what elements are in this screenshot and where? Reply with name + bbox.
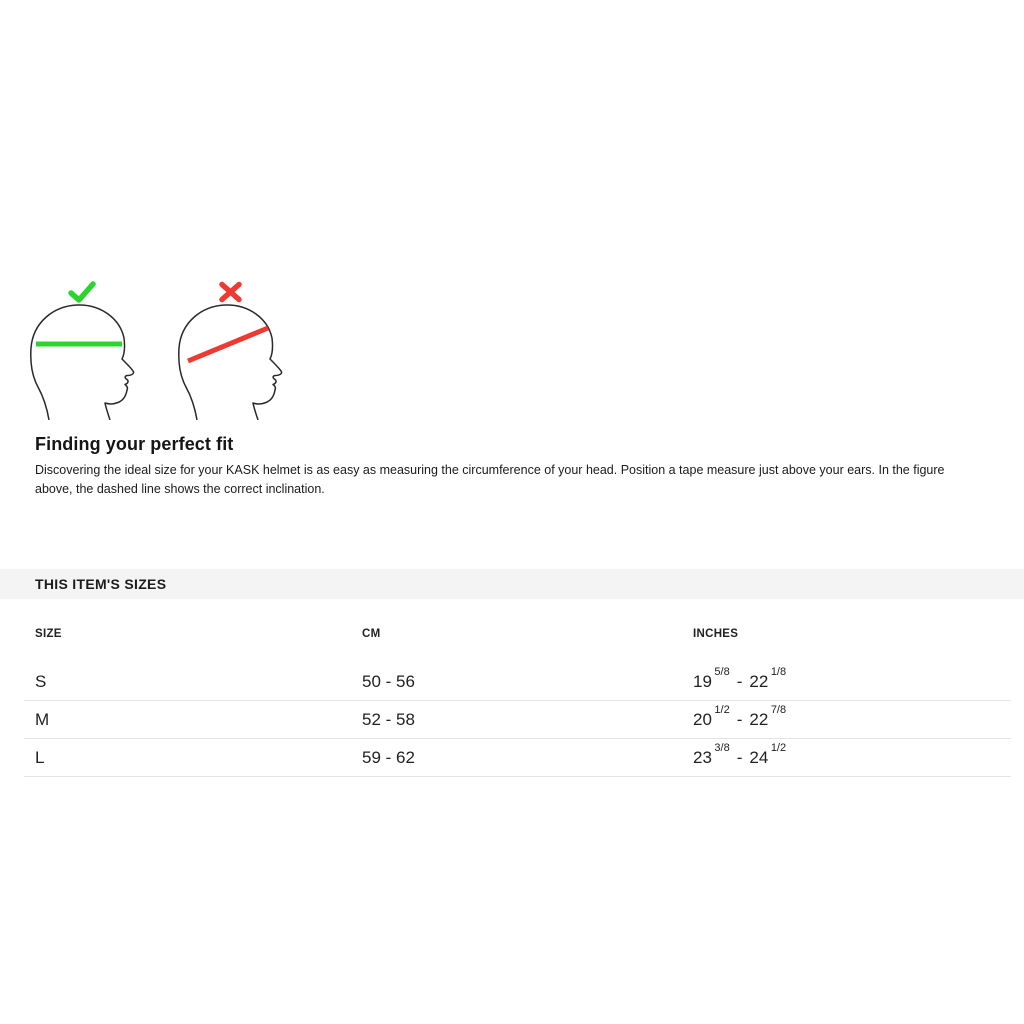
- size-row-m: [24, 701, 1011, 739]
- inches-from-whole: 19: [693, 672, 712, 691]
- size-row-s: [24, 663, 1011, 701]
- fit-guide-description: Discovering the ideal size for your KASK helmet is as easy as measuring the circumference of your head. Position a tape measure just above your ears. In the figure above, the dashed line shows the correct inclination.: [35, 463, 945, 496]
- inches-to-fraction: 7/8: [770, 703, 787, 716]
- size-cell: L: [35, 748, 45, 767]
- size-cell: M: [35, 710, 50, 729]
- cm-cell: 52 - 58: [362, 710, 415, 729]
- inches-from-fraction: 5/8: [714, 665, 730, 678]
- inches-cell: [693, 701, 1011, 739]
- inches-cell: [693, 739, 1011, 777]
- head-outline: [31, 305, 134, 420]
- incorrect-head-illustration: [175, 280, 290, 420]
- range-dash: -: [736, 710, 743, 729]
- range-dash: -: [736, 672, 743, 691]
- size-row-l: [24, 739, 1011, 777]
- inches-to-whole: 22: [749, 710, 769, 729]
- column-header-cm: CM: [362, 628, 381, 640]
- correct-head-illustration: [27, 280, 142, 420]
- size-table-header-row: [24, 618, 1011, 650]
- head-outline: [179, 305, 282, 420]
- range-dash: -: [736, 748, 743, 767]
- inches-to-whole: 24: [749, 748, 769, 767]
- inches-cell: [693, 663, 1011, 701]
- sizes-section-title: THIS ITEM'S SIZES: [35, 576, 167, 592]
- check-icon: [71, 284, 93, 300]
- inches-from-whole: 20: [693, 710, 712, 729]
- inches-from-fraction: 3/8: [714, 741, 730, 754]
- inches-to-whole: 22: [749, 672, 769, 691]
- incorrect-measure-line: [188, 328, 268, 361]
- cross-icon: [222, 285, 239, 300]
- column-header-inches: INCHES: [693, 628, 739, 640]
- column-header-size: SIZE: [35, 628, 62, 640]
- fit-guide-heading: Finding your perfect fit: [35, 434, 234, 454]
- incorrect-fit-figure: [175, 280, 290, 420]
- inches-to-fraction: 1/2: [770, 741, 787, 754]
- inches-from-fraction: 1/2: [714, 703, 730, 716]
- size-cell: S: [35, 672, 47, 691]
- inches-from-whole: 23: [693, 748, 712, 767]
- cm-cell: 59 - 62: [362, 748, 415, 767]
- inches-to-fraction: 1/8: [770, 665, 787, 678]
- sizes-section-header: [0, 569, 1024, 599]
- cm-cell: 50 - 56: [362, 672, 415, 691]
- correct-fit-figure: [27, 280, 142, 420]
